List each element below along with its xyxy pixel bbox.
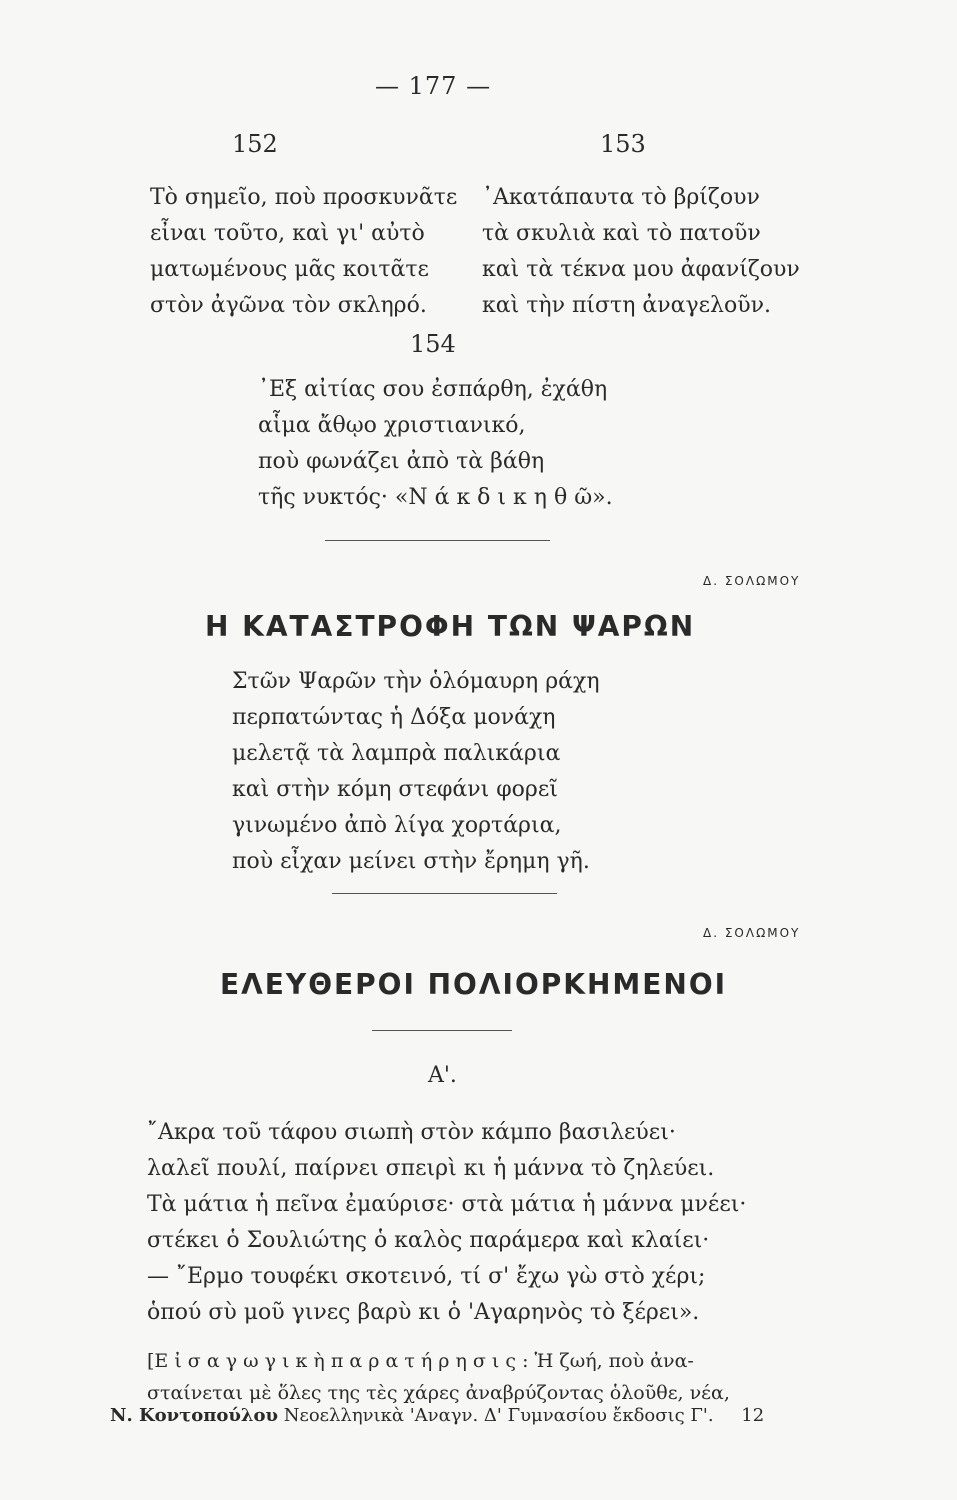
verse-line: λαλεῖ πουλί, παίρνει σπειρὶ κι ἡ μάννα τὸ ζηλεύει.	[147, 1156, 715, 1181]
verse-line: ᾿Ακατάπαυτα τὸ βρίζουν	[482, 185, 760, 210]
verse-line: ποὺ φωνάζει ἀπὸ τὰ βάθη	[258, 449, 545, 474]
footer-signature: 12	[741, 1405, 765, 1426]
verse-line: καὶ τὰ τέκνα μου ἀφανίζουν	[482, 257, 800, 282]
verse-line: — ῎Ερμο τουφέκι σκοτεινό, τί σ' ἔχω γὼ στὸ χέρι;	[147, 1264, 706, 1289]
verse-line: Τὸ σημεῖο, ποὺ προσκυνᾶτε	[150, 185, 458, 210]
verse-line: γινωμένο ἀπὸ λίγα χορτάρια,	[232, 813, 562, 838]
verse-line: εἶναι τοῦτο, καὶ γι' αὐτὸ	[150, 221, 425, 246]
introductory-note	[147, 1345, 730, 1409]
section-divider	[325, 540, 550, 541]
footer-book: Νεοελληνικὰ 'Αναγν. Δ' Γυμνασίου ἔκδοσις Γ'.	[283, 1405, 714, 1426]
note-line: [Ε ἰ σ α γ ω γ ι κ ὴ π α ρ α τ ή ρ η σ ι ς : Ἡ ζωή, ποὺ ἀνα-	[147, 1350, 694, 1372]
footer-author: Ν. Κοντοπούλου	[110, 1405, 279, 1426]
poem-154-number: 154	[410, 330, 456, 358]
verse-line: Τὰ μάτια ἡ πεῖνα ἐμαύρισε· στὰ μάτια ἡ μάννα μνέει·	[147, 1192, 747, 1217]
poem-152	[150, 180, 457, 324]
section-2-part: Α'.	[428, 1063, 457, 1088]
verse-line: ᾿Εξ αἰτίας σου ἐσπάρθη, ἐχάθη	[258, 377, 608, 402]
verse-line: Στῶν Ψαρῶν τὴν ὁλόμαυρη ράχη	[232, 669, 600, 694]
verse-line: ὁπού σὺ μοῦ γινες βαρὺ κι ὁ 'Αγαρηνὸς τὸ ξέρει».	[147, 1300, 700, 1325]
verse-line: στὸν ἀγῶνα τὸν σκληρό.	[150, 293, 427, 318]
verse-line: καὶ στὴν κόμη στεφάνι φορεῖ	[232, 777, 558, 802]
page-number: — 177 —	[375, 72, 492, 100]
section-1-title: Η ΚΑΤΑΣΤΡΟΦΗ ΤΩΝ ΨΑΡΩΝ	[205, 610, 696, 643]
verse-line: ποὺ εἶχαν μείνει στὴν ἔρημη γῆ.	[232, 849, 590, 874]
section-2-author: Δ. ΣΟΛΩΜΟΥ	[703, 926, 801, 940]
poem-154	[258, 372, 613, 516]
verse-line: ματωμένους μᾶς κοιτᾶτε	[150, 257, 429, 282]
section-divider	[332, 893, 557, 894]
verse-line: τὰ σκυλιὰ καὶ τὸ πατοῦν	[482, 221, 761, 246]
verse-line: καὶ τὴν πίστη ἀναγελοῦν.	[482, 293, 771, 318]
section-2-title: ΕΛΕΥΘΕΡΟΙ ΠΟΛΙΟΡΚΗΜΕΝΟΙ	[220, 968, 728, 1001]
verse-line: στέκει ὁ Σουλιώτης ὁ καλὸς παράμερα καὶ κλαίει·	[147, 1228, 710, 1253]
poem-153	[482, 180, 800, 324]
title-underline	[372, 1030, 512, 1031]
verse-line: μελετᾷ τὰ λαμπρὰ παλικάρια	[232, 741, 561, 766]
poem-152-number: 152	[232, 130, 278, 158]
note-line: σταίνεται μὲ ὅλες της τὲς χάρες ἀναβρύζοντας ὁλοῦθε, νέα,	[147, 1382, 730, 1404]
poem-153-number: 153	[600, 130, 646, 158]
verse-line: αἷμα ἄθῳο χριστιανικό,	[258, 413, 526, 438]
section-1-author: Δ. ΣΟΛΩΜΟΥ	[703, 574, 801, 588]
section-1-poem	[232, 664, 600, 880]
footer	[110, 1405, 764, 1426]
verse-line: ῎Ακρα τοῦ τάφου σιωπὴ στὸν κάμπο βασιλεύει·	[147, 1120, 676, 1145]
verse-line: τῆς νυκτός· «Ν ά κ δ ι κ η θ ῶ».	[258, 485, 613, 510]
verse-line: περπατώντας ἡ Δόξα μονάχη	[232, 705, 556, 730]
section-2-poem	[147, 1115, 746, 1331]
